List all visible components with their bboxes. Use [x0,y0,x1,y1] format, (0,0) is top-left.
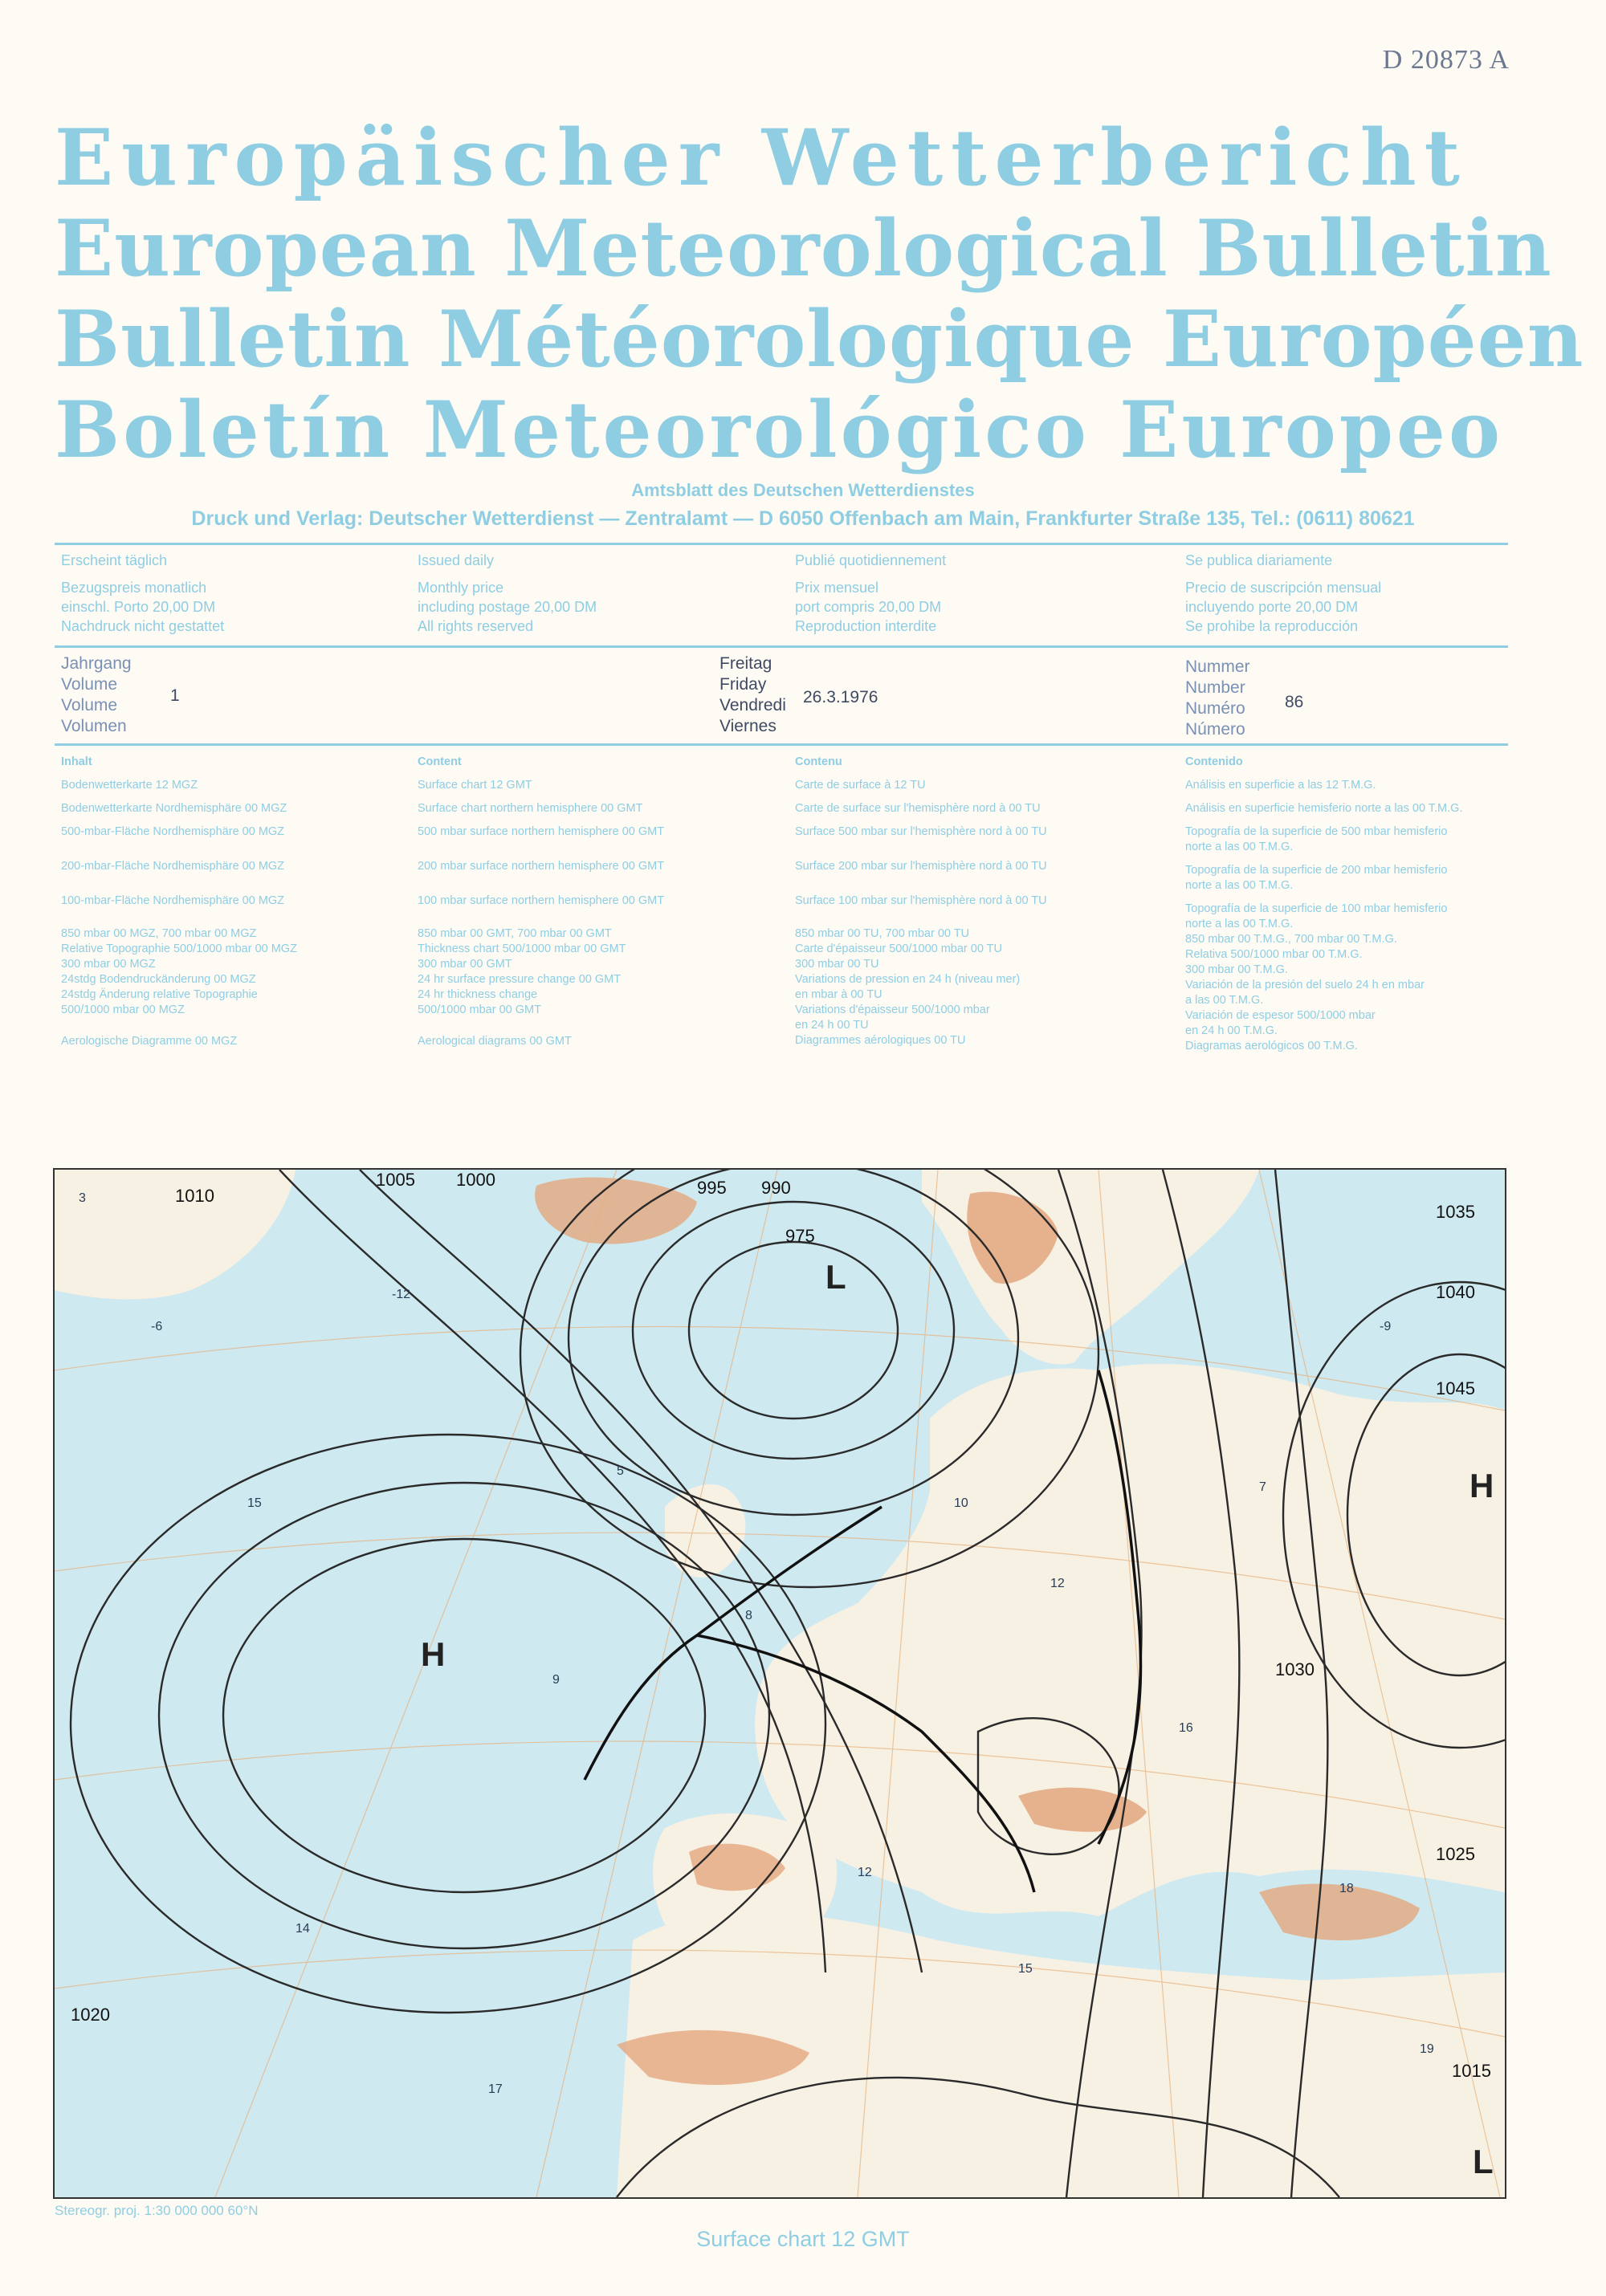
volume-value: 1 [170,686,180,705]
sub-de-line: Bezugspreis monatlich [61,580,207,596]
svg-text:12: 12 [858,1866,872,1879]
land-europe [755,1364,1505,1916]
volume-label: Volumen [61,717,127,735]
contents-item: 100-mbar-Fläche Nordhemisphäre 00 MGZ [61,894,285,907]
svg-text:-6: -6 [151,1320,163,1333]
day-names [719,653,786,737]
contents-item: 300 mbar 00 MGZ [61,958,156,971]
day-name: Viernes [719,717,777,735]
high-pressure-center: H [1469,1467,1494,1504]
sub-es-line: Se prohibe la reproducción [1185,618,1359,634]
contents-item: 850 mbar 00 T.M.G., 700 mbar 00 T.M.G. [1185,933,1397,946]
contents-item: Topografía de la superficie de 100 mbar hemisferio [1185,902,1448,915]
contents-heading: Contenido [1185,755,1243,768]
number-label: Nummer [1185,657,1250,676]
sub-es-line: Se publica diariamente [1185,552,1333,568]
contents-item: Surface 100 mbar sur l'hemisphère nord à 00 TU [795,894,1047,907]
contents-spanish [1185,755,1462,1054]
sub-en-line: Issued daily [418,552,495,568]
sub-fr-line: Publié quotidiennement [795,552,947,568]
svg-text:17: 17 [488,2082,503,2096]
svg-text:19: 19 [1420,2042,1434,2056]
issue-date: 26.3.1976 [803,688,878,706]
contents-item: Variations de pression en 24 h (niveau mer) [795,973,1021,986]
publisher-line-1: Amtsblatt des Deutschen Wetterdienstes [631,480,975,500]
relief-iceland-region [535,1178,697,1244]
volume-label: Volume [61,696,118,714]
contents-heading: Content [418,755,462,768]
title-spanish: Boletín Meteorológico Europeo [55,385,1503,475]
contents-item: Topografía de la superficie de 500 mbar hemisferio [1185,825,1448,838]
svg-text:5: 5 [617,1464,624,1478]
document-number: D 20873 A [1382,45,1510,75]
sub-fr-line: port compris 20,00 DM [795,599,942,615]
contents-item: Aerological diagrams 00 GMT [418,1035,572,1048]
divider [55,543,1508,545]
contents-item: 850 mbar 00 GMT, 700 mbar 00 GMT [418,927,612,940]
day-name: Friday [719,675,767,694]
contents-item: 24stdg Änderung relative Topographie [61,988,258,1001]
isobar-label: 1025 [1436,1844,1475,1864]
sub-fr-line: Prix mensuel [795,580,879,596]
sub-en-line: including postage 20,00 DM [418,599,597,615]
contents-item: Surface 200 mbar sur l'hemisphère nord à 00 TU [795,860,1047,873]
contents-item: 24 hr surface pressure change 00 GMT [418,973,622,986]
contents-item: Variación de la presión del suelo 24 h en mbar [1185,979,1425,991]
svg-text:18: 18 [1339,1882,1354,1895]
svg-text:10: 10 [954,1496,968,1510]
contents-item: en 24 h 00 T.M.G. [1185,1024,1278,1037]
contents-item: norte a las 00 T.M.G. [1185,918,1294,930]
sub-en-line: Monthly price [418,580,504,596]
contents-item: a las 00 T.M.G. [1185,994,1264,1007]
contents-item: Surface 500 mbar sur l'hemisphère nord à 00 TU [795,825,1047,838]
contents-item: 500-mbar-Fläche Nordhemisphäre 00 MGZ [61,825,285,838]
number-label: Number [1185,678,1245,697]
projection-note: Stereogr. proj. 1:30 000 000 60°N [55,2203,259,2218]
contents-english [418,755,664,1049]
contents-item: Análisis en superficie hemisferio norte a las 00 T.M.G. [1185,802,1463,815]
sub-fr-line: Reproduction interdite [795,618,937,634]
contents-item: Topografía de la superficie de 200 mbar hemisferio [1185,864,1448,877]
isobar-label: 995 [697,1178,727,1198]
contents-item: 100 mbar surface northern hemisphere 00 GMT [418,894,665,907]
surface-weather-map [53,1168,1506,2199]
contents-item: Bodenwetterkarte 12 MGZ [61,779,198,792]
sub-de-line: Erscheint täglich [61,552,168,568]
sub-es-line: Precio de suscripción mensual [1185,580,1382,596]
contents-item: 24 hr thickness change [418,988,538,1001]
number-label: Número [1185,720,1245,739]
title-german: Europäischer Wetterbericht [55,112,1468,203]
contents-german [61,755,297,1049]
contents-item: 500/1000 mbar 00 MGZ [61,1003,185,1016]
contents-item: Análisis en superficie a las 12 T.M.G. [1185,779,1376,792]
title-english: European Meteorological Bulletin [55,203,1552,294]
contents-item: Carte de surface à 12 TU [795,779,926,792]
publisher-line-2: Druck und Verlag: Deutscher Wetterdienst — Zentralamt — D 6050 Offenbach am Main, Frankfurter Straße 135, Tel.: (0611) 80621 [191,507,1415,530]
contents-item: Carte d'épaisseur 500/1000 mbar 00 TU [795,942,1003,955]
divider [55,743,1508,746]
contents-heading: Contenu [795,755,842,768]
volume-label: Volume [61,675,118,694]
subscription-english [418,551,597,636]
svg-text:7: 7 [1259,1480,1266,1494]
isobar-label: 1010 [175,1186,214,1206]
contents-item: 500 mbar surface northern hemisphere 00 GMT [418,825,665,838]
contents-item: en mbar à 00 TU [795,988,882,1001]
isobar-label: 1020 [71,2005,110,2025]
subscription-german [61,551,224,636]
low-pressure-center: L [1473,2143,1494,2180]
contents-item: 850 mbar 00 MGZ, 700 mbar 00 MGZ [61,927,257,940]
contents-item: Thickness chart 500/1000 mbar 00 GMT [418,942,626,955]
contents-item: Surface chart 12 GMT [418,779,532,792]
contents-item: Diagramas aerológicos 00 T.M.G. [1185,1040,1358,1052]
contents-heading: Inhalt [61,755,92,768]
sub-es-line: incluyendo porte 20,00 DM [1185,599,1359,615]
contents-item: 200-mbar-Fläche Nordhemisphäre 00 MGZ [61,860,285,873]
contents-item: 300 mbar 00 T.M.G. [1185,963,1288,976]
contents-item: 850 mbar 00 TU, 700 mbar 00 TU [795,927,970,940]
svg-text:8: 8 [745,1609,752,1622]
svg-text:15: 15 [247,1496,262,1510]
land-british-isles [665,1484,745,1577]
low-pressure-center: L [825,1258,846,1296]
contents-item: Relativa 500/1000 mbar 00 T.M.G. [1185,948,1363,961]
isobar-label: 990 [761,1178,791,1198]
svg-text:15: 15 [1018,1962,1033,1976]
sub-de-line: Nachdruck nicht gestattet [61,618,225,634]
title-block [55,112,1584,475]
contents-item: Variations d'épaisseur 500/1000 mbar [795,1003,990,1016]
day-name: Vendredi [719,696,786,714]
isobar-label: 1015 [1452,2061,1491,2081]
contents-item: 500/1000 mbar 00 GMT [418,1003,541,1016]
svg-text:14: 14 [296,1922,310,1936]
contents-item: en 24 h 00 TU [795,1019,869,1032]
volume-label: Jahrgang [61,654,132,673]
number-labels [1185,657,1250,740]
sub-de-line: einschl. Porto 20,00 DM [61,599,216,615]
isobar-label: 1030 [1275,1659,1315,1679]
map-canvas [55,1170,1505,2197]
contents-item: norte a las 00 T.M.G. [1185,841,1294,853]
high-pressure-center: H [421,1635,446,1673]
svg-text:-9: -9 [1380,1320,1392,1333]
contents-item: 300 mbar 00 TU [795,958,879,971]
subscription-spanish [1185,551,1381,636]
isobar-label: 975 [785,1226,815,1246]
contents-item: Carte de surface sur l'hemisphère nord à 00 TU [795,802,1041,815]
sub-en-line: All rights reserved [418,618,534,634]
divider [55,645,1508,648]
contents-item: 24stdg Bodendruckänderung 00 MGZ [61,973,256,986]
number-label: Numéro [1185,699,1245,718]
volume-labels [61,653,132,737]
svg-text:3: 3 [79,1191,86,1205]
svg-text:-12: -12 [392,1288,411,1301]
contents-item: Relative Topographie 500/1000 mbar 00 MGZ [61,942,297,955]
contents-item: Diagrammes aérologiques 00 TU [795,1034,966,1047]
contents-item: 200 mbar surface northern hemisphere 00 GMT [418,860,665,873]
isobar-label: 1040 [1436,1282,1475,1302]
contents-french [795,755,1047,1048]
isobar-label: 1000 [456,1170,495,1190]
svg-text:16: 16 [1179,1721,1193,1735]
isobar-label: 1035 [1436,1202,1475,1222]
contents-item: Surface chart northern hemisphere 00 GMT [418,802,643,815]
contents-item: norte a las 00 T.M.G. [1185,879,1294,892]
day-name: Freitag [719,654,772,673]
svg-text:12: 12 [1050,1577,1065,1590]
contents-item: 300 mbar 00 GMT [418,958,512,971]
contents-item: Bodenwetterkarte Nordhemisphäre 00 MGZ [61,802,287,815]
contents-item: Aerologische Diagramme 00 MGZ [61,1035,238,1048]
subscription-french [795,551,946,636]
isobar-label: 1005 [376,1170,415,1190]
isobar-label: 1045 [1436,1378,1475,1398]
map-caption: Surface chart 12 GMT [696,2227,910,2251]
title-french: Bulletin Météorologique Européen [55,294,1584,385]
svg-text:9: 9 [552,1673,560,1687]
contents-item: Variación de espesor 500/1000 mbar [1185,1009,1376,1022]
issue-number: 86 [1285,693,1304,711]
